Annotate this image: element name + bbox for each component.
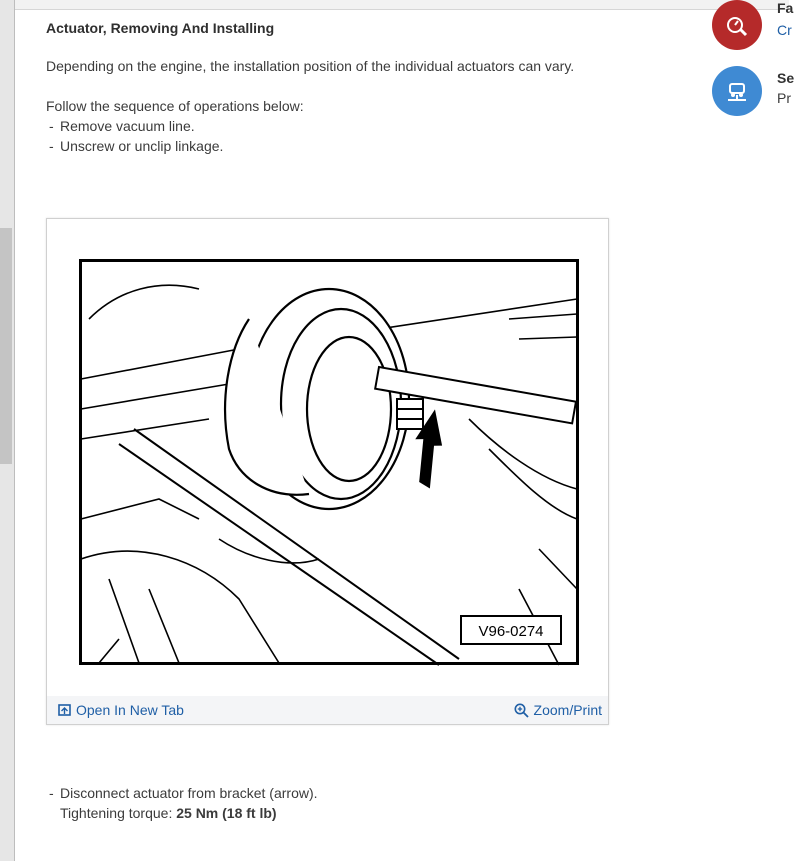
final-step [46, 783, 646, 823]
step-item: - Unscrew or unclip linkage. [49, 138, 224, 154]
torque-label: Tightening torque: [60, 805, 173, 821]
top-header-strip [15, 0, 789, 10]
sequence-heading: Follow the sequence of operations below: [46, 98, 304, 114]
open-in-new-tab-label: Open In New Tab [76, 702, 184, 718]
figure-card [46, 218, 609, 725]
left-scroll-rail[interactable] [0, 0, 15, 861]
step-text: Unscrew or unclip linkage. [60, 138, 224, 154]
sidebar-item-subtitle: Pr [777, 90, 791, 106]
intro-text: Depending on the engine, the installation position of the individual actuators can vary. [46, 58, 575, 74]
sidebar-item-fault[interactable] [712, 0, 794, 52]
car-lift-icon [712, 66, 762, 116]
article-title: Actuator, Removing And Installing [46, 20, 275, 36]
sidebar-item-title: Se [777, 70, 794, 86]
final-step-text: Disconnect actuator from bracket (arrow). [60, 785, 318, 801]
step-item: - Disconnect actuator from bracket (arrow). [49, 785, 318, 801]
zoom-in-icon [514, 703, 529, 718]
step-item: - Remove vacuum line. [49, 118, 195, 134]
sidebar-item-service[interactable] [712, 66, 794, 118]
open-in-new-tab-link[interactable] [58, 702, 184, 718]
torque-line [46, 803, 646, 823]
zoom-print-link[interactable] [514, 702, 602, 718]
open-tab-icon [58, 704, 71, 716]
sidebar-item-title: Fa [777, 0, 794, 16]
step-text: Remove vacuum line. [60, 118, 195, 134]
figure-label: V96-0274 [478, 623, 544, 640]
torque-value: 25 Nm (18 ft lb) [176, 805, 277, 821]
actuator-illustration [79, 259, 579, 665]
wrench-gauge-icon [712, 0, 762, 50]
sidebar-item-subtitle: Cr [777, 22, 792, 38]
article-body [46, 20, 646, 156]
zoom-print-label: Zoom/Print [533, 702, 602, 718]
scroll-thumb[interactable] [0, 228, 12, 464]
figure-toolbar [47, 696, 608, 724]
